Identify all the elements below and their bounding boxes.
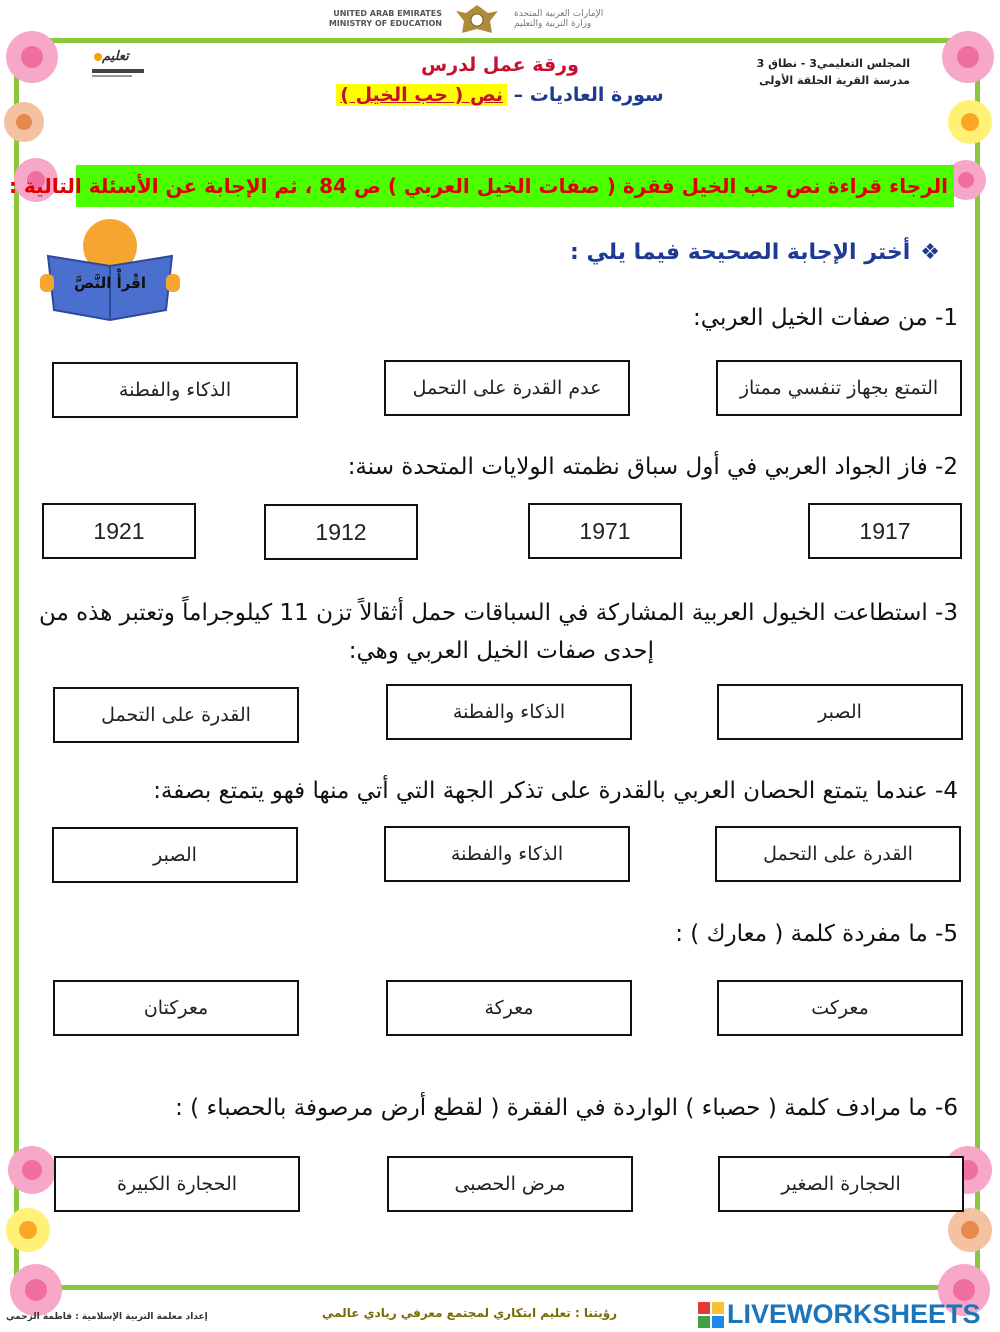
diamond-bullet-icon: ❖ (920, 240, 940, 265)
ministry-ar-line2: وزارة التربية والتعليم (514, 19, 592, 29)
q6-option-3[interactable]: الحجارة الكبيرة (54, 1156, 300, 1212)
ministry-en-line1: UNITED ARAB EMIRATES (333, 9, 442, 18)
question-1: 1- من صفات الخيل العربي: (693, 305, 958, 331)
liveworksheets-logo-icon (698, 1302, 724, 1328)
liveworksheets-wordmark: LIVEWORKSHEETS (727, 1299, 981, 1329)
q5-option-1[interactable]: معركت (717, 980, 963, 1036)
talim-logo (88, 47, 148, 87)
q4-option-1[interactable]: القدرة على التحمل (715, 826, 961, 882)
q2-option-3[interactable]: 1912 (264, 504, 418, 560)
school-label: مدرسة القرية الحلقة الأولى (759, 74, 910, 87)
reader-label: اقْرأْ النَّصَّ (73, 274, 147, 292)
instruction-heading (570, 240, 940, 265)
q5-option-2[interactable]: معركة (386, 980, 632, 1036)
q3-option-1[interactable]: الصبر (717, 684, 963, 740)
ministry-name-english (296, 9, 442, 29)
q6-option-1[interactable]: الحجارة الصغير (718, 1156, 964, 1212)
ministry-ar-line1: الإمارات العربية المتحدة (514, 9, 604, 19)
worksheet-title: ورقة عمل لدرس (421, 54, 579, 76)
question-4: 4- عندما يتمتع الحصان العربي بالقدرة على تذكر الجهة التي أتي منها فهو يتمتع بصفة: (153, 778, 958, 804)
reading-instruction-banner: الرجاء قراءة نص حب الخيل فقرة ( صفات الخيل العربي ) ص 84 ، ثم الإجابة عن الأسئلة التالية : (76, 165, 954, 207)
q3-option-3[interactable]: القدرة على التحمل (53, 687, 299, 743)
q1-option-2[interactable]: عدم القدرة على التحمل (384, 360, 630, 416)
council-label: المجلس التعليمي3 - نطاق 3 (756, 57, 910, 70)
question-6: 6- ما مرادف كلمة ( حصباء ) الواردة في الفقرة ( لقطع أرض مرصوفة بالحصباء ) : (175, 1095, 958, 1121)
ministry-en-line2: MINISTRY OF EDUCATION (328, 19, 442, 28)
q4-option-3[interactable]: الصبر (52, 827, 298, 883)
school-info (710, 55, 910, 89)
question-5: 5- ما مفردة كلمة ( معارك ) : (675, 921, 958, 947)
author-credit: إعداد معلمة التربية الإسلامية : فاطمة الزحمي (6, 1312, 208, 1322)
read-the-text-illustration (40, 218, 180, 328)
ministry-name-arabic (514, 9, 664, 29)
q2-option-1[interactable]: 1917 (808, 503, 962, 559)
q2-option-2[interactable]: 1971 (528, 503, 682, 559)
q3-option-2[interactable]: الذكاء والفطنة (386, 684, 632, 740)
question-3-line-1: 3- استطاعت الخيول العربية المشاركة في السباقات حمل أثقالاً تزن 11 كيلوجراماً وتعتبر هذه من (38, 600, 958, 626)
q2-option-4[interactable]: 1921 (42, 503, 196, 559)
q1-option-3[interactable]: الذكاء والفطنة (52, 362, 298, 418)
q4-option-2[interactable]: الذكاء والفطنة (384, 826, 630, 882)
question-2: 2- فاز الجواد العربي في أول سباق نظمته الولايات المتحدة سنة: (347, 454, 958, 480)
subtitle-surah: سورة العاديات – (507, 84, 664, 106)
uae-emblem-icon (452, 3, 502, 37)
talim-logo-text: تعليم (102, 49, 129, 64)
question-3-line-2: إحدى صفات الخيل العربي وهي: (348, 638, 654, 664)
q6-option-2[interactable]: مرض الحصبى (387, 1156, 633, 1212)
worksheet-subtitle (330, 84, 670, 106)
q5-option-3[interactable]: معركتان (53, 980, 299, 1036)
subtitle-highlight: نص ( حب الخيل ) (336, 84, 507, 106)
vision-statement: رؤيتنا : تعليم ابتكاري لمجتمع معرفي ريادي عالمي (322, 1306, 618, 1320)
q1-option-1[interactable]: التمتع بجهاز تنفسي ممتاز (716, 360, 962, 416)
reading-child-icon (40, 218, 180, 324)
liveworksheets-brand[interactable] (698, 1299, 981, 1330)
instruction-text: أختر الإجابة الصحيحة فيما يلي : (570, 240, 911, 265)
